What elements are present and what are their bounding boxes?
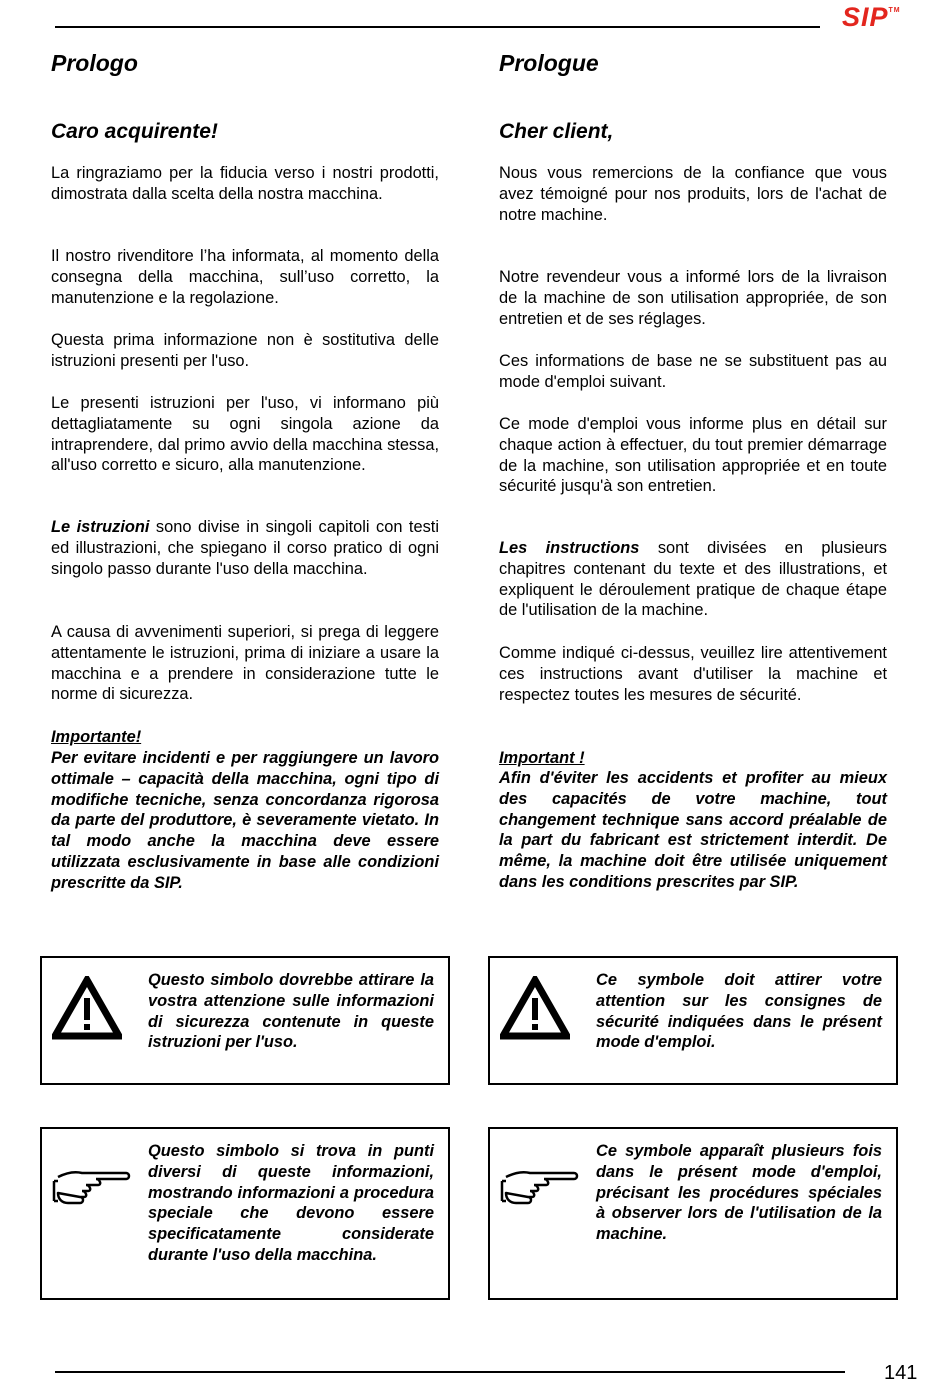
note-box <box>40 1127 450 1300</box>
important-heading: Importante! <box>51 728 142 746</box>
page-title: Prologue <box>499 50 599 76</box>
paragraph: Le istruzioni sono divise in singoli capitoli con testi ed illustrazioni, che spiegano il corso pratico di ogni singolo passo durante l'uso della macchina. <box>51 518 439 578</box>
greeting: Caro acquirente! <box>51 120 218 143</box>
paragraph: La ringraziamo per la fiducia verso i nostri prodotti, dimostrata dalla scelta della nostra macchina. <box>51 164 439 203</box>
note-box <box>488 1127 898 1300</box>
important-text: Per evitare incidenti e per raggiungere un lavoro ottimale – capacità della macchina, ogni tipo di modifiche tecniche, senza concordanza rigorosa da parte del produttore, è severamente vietato. In tal modo anche la macchina deve essere utilizzata esclusivamente in base alle condizioni prescritte da SIP. <box>51 749 439 892</box>
paragraph: Il nostro rivenditore l’ha informata, al momento della consegna della macchina, sull’uso corretto, la manutenzione e la regolazione. <box>51 247 439 307</box>
pointing-hand-icon <box>500 1167 600 1216</box>
page-title: Prologo <box>51 50 138 76</box>
warning-box <box>488 956 898 1085</box>
french-column <box>499 48 887 891</box>
paragraph: Ces informations de base ne se substituent pas au mode d'emploi suivant. <box>499 352 887 391</box>
warning-text: Questo simbolo dovrebbe attirare la vostra attenzione sulle informazioni di sicurezza contenute in queste istruzioni per l'uso. <box>148 971 434 1052</box>
pointing-hand-icon <box>52 1167 152 1216</box>
italian-column <box>51 48 439 892</box>
paragraph: Questa prima informazione non è sostitutiva delle istruzioni presenti per l'uso. <box>51 331 439 370</box>
bottom-rule <box>55 1371 845 1373</box>
top-rule <box>55 26 820 28</box>
warning-box <box>40 956 450 1085</box>
warning-triangle-icon <box>52 976 152 1045</box>
paragraph: Comme indiqué ci-dessus, veuillez lire attentivement ces instructions avant d'utiliser la machine et respectez toutes les mesures de sécurité. <box>499 644 887 704</box>
warning-text: Ce symbole doit attirer votre attention sur les consignes de sécurité indiquées dans le présent mode d'emploi. <box>596 971 882 1052</box>
paragraph: Nous vous remercions de la confiance que vous avez témoigné pour nos produits, lors de l'achat de notre machine. <box>499 164 887 224</box>
note-text: Ce symbole apparaît plusieurs fois dans le présent mode d'emploi, précisant les procédures spéciales à observer lors de l'utilisation de la machine. <box>596 1142 882 1244</box>
page-number: 141 <box>884 1362 918 1384</box>
sip-logo: SIP™ <box>842 2 901 32</box>
warning-triangle-icon <box>500 976 600 1045</box>
greeting: Cher client, <box>499 120 614 143</box>
paragraph: Ce mode d'emploi vous informe plus en détail sur chaque action à effectuer, du tout premier démarrage de la machine, son utilisation appropriée et en toute sécurité jusqu'à son entretien. <box>499 415 887 496</box>
paragraph: Notre revendeur vous a informé lors de la livraison de la machine de son utilisation appropriée, de son entretien et de ses réglages. <box>499 268 887 328</box>
note-text: Questo simbolo si trova in punti diversi di queste informazioni, mostrando informazioni a procedura speciale che devono essere specificatamente considerate durante l'uso della macchina. <box>148 1142 434 1264</box>
paragraph: Les instructions sont divisées en plusieurs chapitres contenant du texte et des illustrations, et expliquent le déroulement pratique de chaque étape de l'utilisation de la machine. <box>499 539 887 620</box>
important-heading: Important ! <box>499 749 585 767</box>
paragraph: Le presenti istruzioni per l'uso, vi informano più dettagliatamente su ogni singola azione da intraprendere, dal primo avvio della macchina stessa, all'uso corretto e sicuro, alla manutenzione. <box>51 394 439 475</box>
paragraph: A causa di avvenimenti superiori, si prega di leggere attentamente le istruzioni, prima di iniziare a usare la macchina e a prendere in considerazione tutte le norme di sicurezza. <box>51 623 439 704</box>
important-text: Afin d'éviter les accidents et profiter au mieux des capacités de votre machine, tout changement technique sans accord préalable de la part du fabricant est strictement interdit. De même, la machine doit être utilisée uniquement dans les conditions prescrites par SIP. <box>499 769 887 891</box>
